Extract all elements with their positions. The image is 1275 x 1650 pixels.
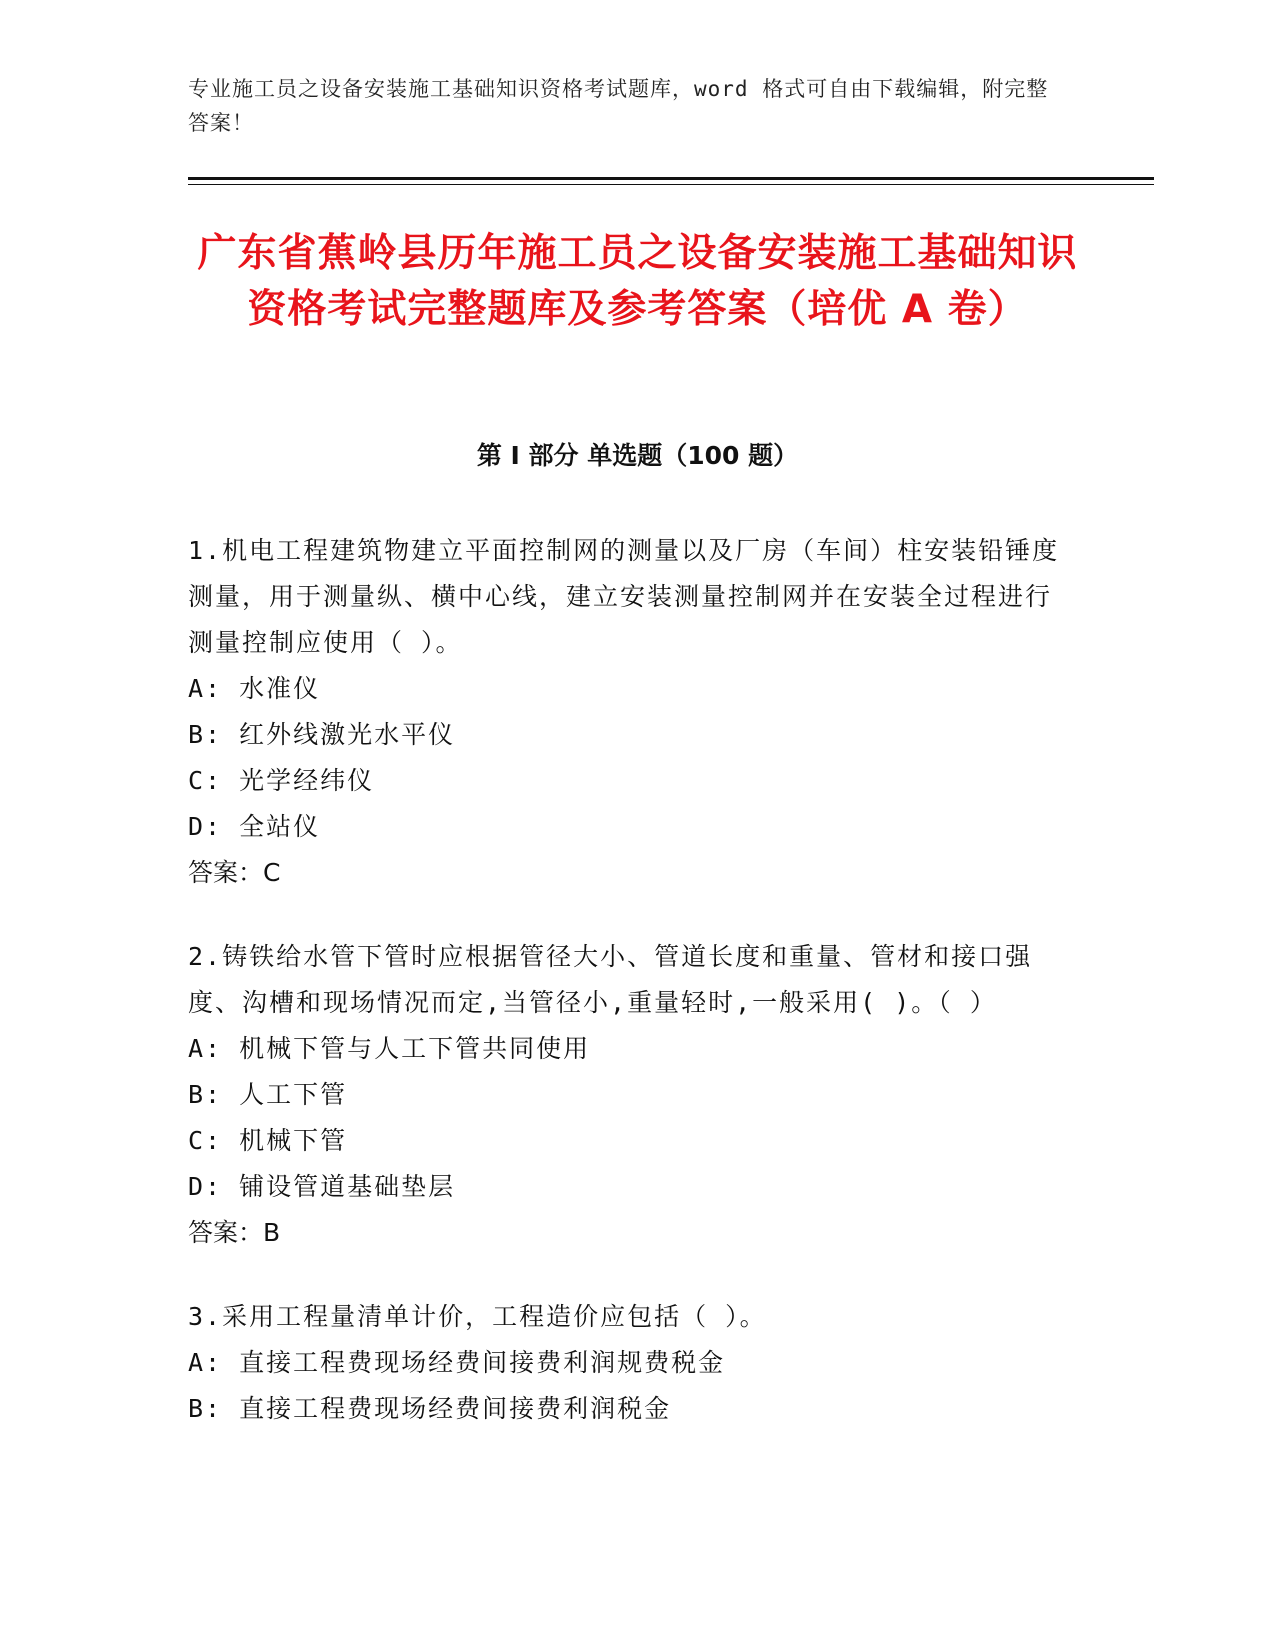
question-3 <box>188 1294 1068 1432</box>
question-stem: 1.机电工程建筑物建立平面控制网的测量以及厂房（车间）柱安装铅锤度测量，用于测量纵、横中心线，建立安装测量控制网并在安装全过程进行测量控制应使用（ ）。 <box>188 536 1060 657</box>
option-c: C: 光学经纬仪 <box>188 766 375 795</box>
question-stem: 2.铸铁给水管下管时应根据管径大小、管道长度和重量、管材和接口强度、沟槽和现场情况而定,当管径小,重量轻时,一般采用( )。（ ） <box>188 942 1033 1017</box>
option-b: B: 红外线激光水平仪 <box>188 720 456 749</box>
option-d: D: 全站仪 <box>188 812 321 841</box>
question-1 <box>188 528 1068 896</box>
option-c: C: 机械下管 <box>188 1126 348 1155</box>
question-list <box>188 528 1068 1470</box>
option-a: A: 机械下管与人工下管共同使用 <box>188 1034 591 1063</box>
document-title: 广东省蕉岭县历年施工员之设备安装施工基础知识资格考试完整题库及参考答案（培优 A 卷） <box>197 231 1078 332</box>
option-a: A: 水准仪 <box>188 674 321 703</box>
answer-line: 答案：B <box>188 1218 281 1247</box>
header-divider-thick <box>188 177 1154 180</box>
question-2 <box>188 934 1068 1256</box>
question-stem: 3.采用工程量清单计价，工程造价应包括（ ）。 <box>188 1302 767 1331</box>
option-b: B: 直接工程费现场经费间接费利润税金 <box>188 1394 672 1423</box>
option-a: A: 直接工程费现场经费间接费利润规费税金 <box>188 1348 726 1377</box>
option-d: D: 铺设管道基础垫层 <box>188 1172 456 1201</box>
header-divider-thin <box>188 184 1154 185</box>
header-note: 专业施工员之设备安装施工基础知识资格考试题库，word 格式可自由下载编辑，附完整答案！ <box>188 77 1049 135</box>
option-b: B: 人工下管 <box>188 1080 348 1109</box>
section-heading: 第 I 部分 单选题（100 题） <box>476 441 799 470</box>
answer-line: 答案：C <box>188 858 281 887</box>
